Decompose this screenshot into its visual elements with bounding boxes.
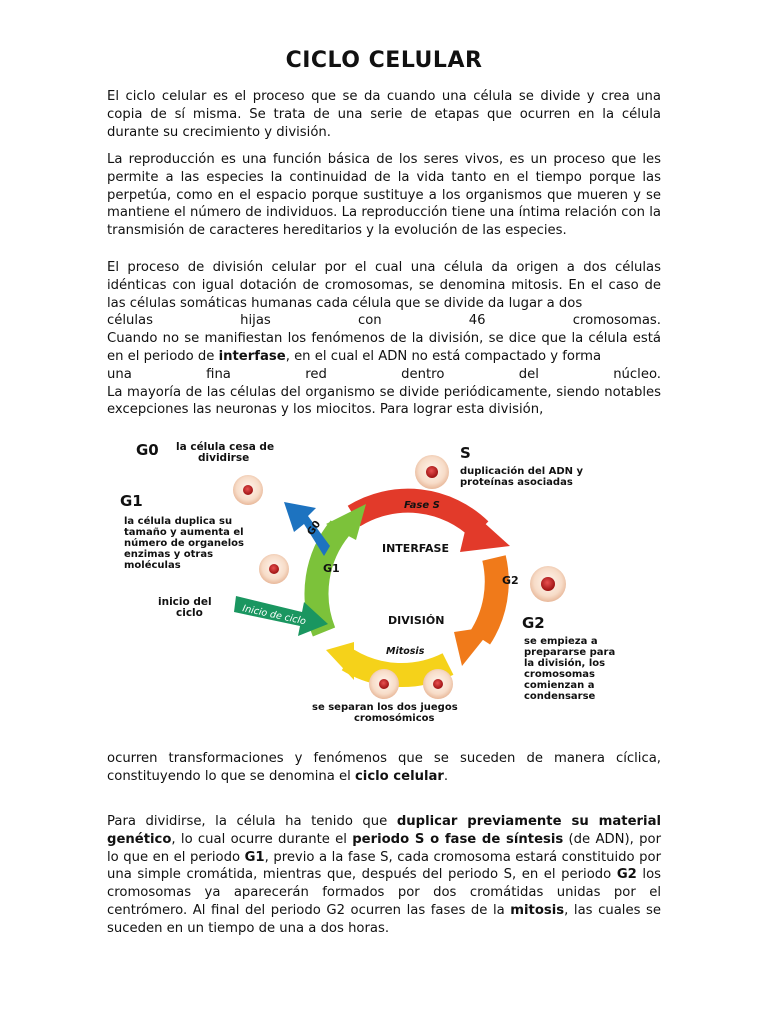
paragraph-division-line1: El proceso de división celular por el cual una célula da origen a dos células idénticas con igual dotación de cromosomas, se denomina mitosis. En el caso de las células somáticas humanas cada célula que se divide da lugar a dos [107,260,661,311]
word: hijas [240,313,271,329]
term-ciclo-celular: ciclo celular [354,768,444,784]
g1-text-line1: la célula duplica su [124,516,233,527]
center-label-division: DIVISIÓN [388,614,445,627]
g1-title: G1 [120,492,143,510]
arrow-head-g2 [454,626,494,666]
cell-mitosis-2 [423,669,453,699]
g1-text-line4: enzimas y otras [124,549,214,560]
paragraph-dividirse [107,813,661,938]
word: cromosomas. [572,313,661,329]
arc-label-g2: G2 [502,574,519,587]
term-mitosis: mitosis [510,902,565,918]
g2-text-line5: comienzan a [524,680,595,691]
g0-arrow [284,502,330,556]
paragraph-division-line3 [107,330,661,366]
inicio-arrow-label: Inicio de ciclo [241,603,307,628]
g2-text-line1: se empieza a [524,636,598,647]
g2-text-line6: condensarse [524,691,596,702]
word: fina [206,366,231,382]
g0-text-line2: dividirse [198,452,250,464]
word: con [357,313,382,329]
paragraph-reproduccion: La reproducción es una función básica de los seres vivos, es un proceso que les permite a las especies la continuidad de la vida tanto en el tiempo porque las perpetúa, como en el espacio porque sustituye a los organismos que mueren y se mantiene el número de individuos. La reproducción tiene una íntima relación con la transmisión de caracteres hereditarios y la evolución de las especies. [107,152,661,239]
text-run: . [443,768,449,784]
s-text-line2: proteínas asociadas [460,477,573,488]
cell-g0 [233,475,263,505]
word: red [305,366,327,382]
paragraph-division-line4 [107,366,661,384]
inicio-text-line2: ciclo [176,607,203,619]
term-g1: G1 [244,849,265,865]
g2-text-line3: la división, los [524,658,606,669]
g0-text-line1: la célula cesa de [176,441,275,453]
g1-text-line5: moléculas [124,560,181,571]
g1-text-line3: número de organelos [124,538,245,549]
text-run: , las cuales se suceden en un tiempo de una a dos horas. [107,902,661,936]
term-interfase: interfase [218,348,286,364]
cell-s [415,455,449,489]
arc-label-fase-s: Fase S [404,500,440,511]
term-duplicar: duplicar previamente su material genético [107,814,661,847]
g2-text-line2: prepararse para [524,647,616,658]
paragraph-division-line5: La mayoría de las células del organismo se divide periódicamente, siendo notables excepciones las neuronas y los miocitos. Para lograr esta división, [107,384,661,418]
text-run: ocurren transformaciones y fenómenos que se suceden de manera cíclica, constituyendo lo que se denomina el [107,751,661,784]
word: núcleo. [613,366,661,382]
s-title: S [460,444,471,462]
text-run: los cromosomas ya aparecerán formados por dos cromátidas unidas por el centrómero. Al final del periodo G2 ocurren las fases de la [107,867,662,918]
word: del [518,366,539,382]
inicio-text-line1: inicio del [158,596,212,608]
paragraph-division-line2 [107,312,661,330]
cell-cycle-diagram [118,428,658,728]
paragraph-intro: El ciclo celular es el proceso que se da cuando una célula se divide y crea una copia de sí misma. Se trata de una serie de etapas que ocurren en la célula durante su crecimiento y división. [107,89,661,140]
g1-text-line2: tamaño y aumenta el [124,527,244,538]
word: células [107,313,154,329]
text-run: Para dividirse, la célula ha tenido que [107,814,397,829]
paragraph-division [107,259,661,419]
arrow-head-mitosis [326,642,354,680]
arc-label-g1: G1 [323,562,340,575]
g0-title: G0 [136,441,159,459]
text-run: (de ADN), por lo que en el periodo [107,831,661,865]
document-title: CICLO CELULAR [285,48,483,73]
arc-g2 [480,558,497,638]
text-run: , en el cual el ADN no está compactado y forma [285,348,602,364]
word: una [107,366,132,382]
paragraph-transformaciones [107,750,661,786]
cell-g2 [530,566,566,602]
g2-text-line4: cromosomas [524,669,595,680]
text-run: , previo a la fase S, cada cromosoma estará constituido por una simple cromátida, mientras que, después del periodo S, en el periodo [107,849,661,883]
text-run: , lo cual ocurre durante el [171,831,353,847]
term-g2: G2 [616,867,637,883]
bottom-text-line2: cromosómicos [354,713,435,724]
word: 46 [468,313,486,329]
text-run: Cuando no se manifiestan los fenómenos de la división, se dice que la célula está en el periodo de [107,331,661,364]
term-periodo-s: periodo S o fase de síntesis [352,831,564,847]
cell-g1 [259,554,289,584]
word: dentro [401,366,445,382]
bottom-text-line1: se separan los dos juegos [312,702,458,713]
s-text-line1: duplicación del ADN y [460,466,584,477]
g2-title: G2 [522,614,545,632]
arc-label-g0: G0 [305,518,324,538]
center-label-interfase: INTERFASE [382,542,449,555]
arc-label-mitosis: Mitosis [386,646,425,657]
cell-mitosis-1 [369,669,399,699]
